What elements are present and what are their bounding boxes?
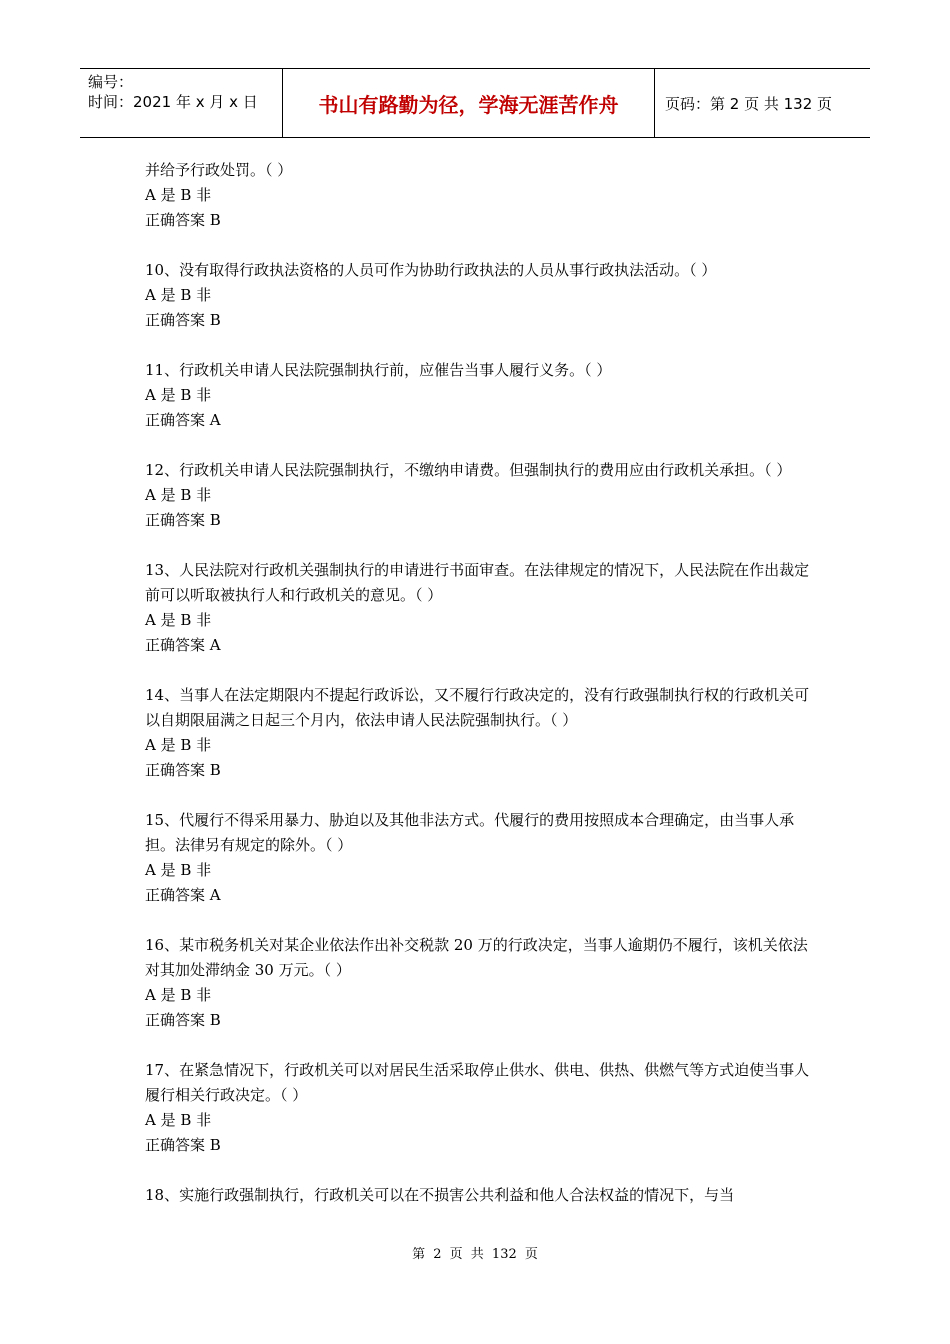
header-meta: [80, 69, 282, 137]
question-options: A 是 B 非: [145, 986, 212, 1004]
question-item: [145, 258, 810, 333]
question-text: 17、在紧急情况下，行政机关可以对居民生活采取停止供水、供电、供热、供燃气等方式迫使当事人履行相关行政决定。（ ）: [145, 1061, 810, 1104]
header-motto: 书山有路勤为径，学海无涯苦作舟: [282, 69, 655, 137]
question-options: A 是 B 非: [145, 611, 212, 629]
question-options: A 是 B 非: [145, 286, 212, 304]
question-answer: 正确答案 A: [145, 886, 221, 904]
question-answer: 正确答案 B: [145, 511, 221, 529]
question-item: [145, 158, 810, 233]
question-answer: 正确答案 A: [145, 636, 221, 654]
question-item: [145, 683, 810, 783]
page-header: [80, 68, 870, 138]
question-item: [145, 808, 810, 908]
header-page-info: 页码：第 2 页 共 132 页: [665, 94, 833, 113]
question-options: A 是 B 非: [145, 486, 212, 504]
time-line: 时间：2021 年 x 月 x 日: [88, 93, 258, 111]
question-answer: 正确答案 B: [145, 761, 221, 779]
question-options: A 是 B 非: [145, 1111, 212, 1129]
question-item: [145, 1058, 810, 1158]
question-answer: 正确答案 B: [145, 211, 221, 229]
question-answer: 正确答案 B: [145, 311, 221, 329]
question-text: 13、人民法院对行政机关强制执行的申请进行书面审查。在法律规定的情况下，人民法院在作出裁定前可以听取被执行人和行政机关的意见。（ ）: [145, 561, 810, 604]
question-item: [145, 458, 810, 533]
question-text: 12、行政机关申请人民法院强制执行，不缴纳申请费。但强制执行的费用应由行政机关承担。（ ）: [145, 461, 792, 479]
question-text: 14、当事人在法定期限内不提起行政诉讼，又不履行行政决定的，没有行政强制执行权的行政机关可以自期限届满之日起三个月内，依法申请人民法院强制执行。（ ）: [145, 686, 810, 729]
serial-label: 编号：: [88, 73, 134, 91]
question-options: A 是 B 非: [145, 386, 212, 404]
question-answer: 正确答案 A: [145, 411, 221, 429]
question-options: A 是 B 非: [145, 186, 212, 204]
question-item: [145, 558, 810, 658]
question-item: [145, 358, 810, 433]
question-text: 15、代履行不得采用暴力、胁迫以及其他非法方式。代履行的费用按照成本合理确定，由当事人承担。法律另有规定的除外。（ ）: [145, 811, 795, 854]
question-options: A 是 B 非: [145, 861, 212, 879]
question-text: 11、行政机关申请人民法院强制执行前，应催告当事人履行义务。（ ）: [145, 361, 612, 379]
question-item: [145, 933, 810, 1033]
page-footer: 第 2 页 共 132 页: [412, 1247, 538, 1262]
question-text: 16、某市税务机关对某企业依法作出补交税款 20 万的行政决定，当事人逾期仍不履行，该机关依法对其加处滞纳金 30 万元。（ ）: [145, 936, 808, 979]
question-list: [145, 158, 810, 1233]
question-text: 18、实施行政强制执行，行政机关可以在不损害公共利益和他人合法权益的情况下，与当: [145, 1186, 735, 1204]
question-item: [145, 1183, 810, 1208]
question-options: A 是 B 非: [145, 736, 212, 754]
question-text: 并给予行政处罚。（ ）: [145, 161, 293, 179]
question-text: 10、没有取得行政执法资格的人员可作为协助行政执法的人员从事行政执法活动。（ ）: [145, 261, 717, 279]
question-answer: 正确答案 B: [145, 1136, 221, 1154]
question-answer: 正确答案 B: [145, 1011, 221, 1029]
